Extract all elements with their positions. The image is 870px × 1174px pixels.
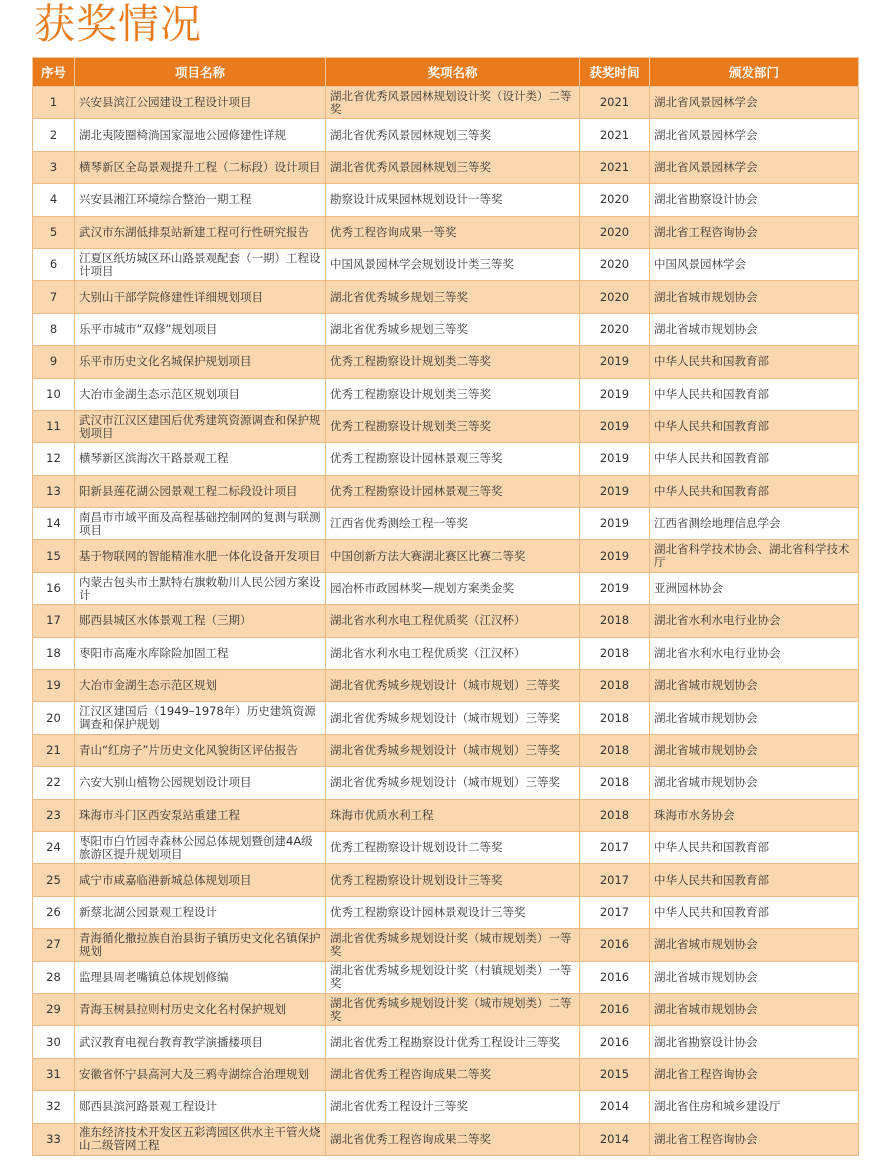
award-name-cell: 湖北省优秀城乡规划设计奖（村镇规划类）一等奖 [326,961,580,993]
row-index-cell: 28 [33,961,75,993]
row-index-cell: 1 [33,87,75,119]
table-row [33,313,859,345]
table-row [33,605,859,637]
project-name-cell: 新蔡北湖公园景观工程设计 [75,896,326,928]
table-row [33,670,859,702]
issuing-body-cell: 湖北省水利水电行业协会 [650,605,859,637]
issuing-body-cell: 中华人民共和国教育部 [650,896,859,928]
issuing-body-cell: 亚洲园林协会 [650,572,859,604]
award-year-cell: 2020 [580,248,650,280]
award-year-cell: 2014 [580,1123,650,1155]
project-name-cell: 基于物联网的智能精准水肥一体化设备开发项目 [75,540,326,572]
project-name-cell: 大冶市金湖生态示范区规划项目 [75,378,326,410]
project-name-cell: 江汉区建国后（1949–1978年）历史建筑资源调查和保护规划 [75,702,326,734]
table-header-row [33,58,859,87]
award-year-cell: 2020 [580,313,650,345]
award-name-cell: 湖北省水利水电工程优质奖（江汉杯） [326,605,580,637]
award-name-cell: 优秀工程勘察设计园林景观设计三等奖 [326,896,580,928]
row-index-cell: 10 [33,378,75,410]
project-name-cell: 青海循化撒拉族自治县街子镇历史文化名镇保护规划 [75,929,326,961]
page-title: 获奖情况 [34,0,202,48]
project-name-cell: 青山“红房子”片历史文化风貌街区评估报告 [75,734,326,766]
table-body [33,87,859,1156]
project-name-cell: 江夏区纸坊城区环山路景观配套（一期）工程设计项目 [75,248,326,280]
award-name-cell: 湖北省优秀工程咨询成果二等奖 [326,1058,580,1090]
award-name-cell: 湖北省优秀城乡规划三等奖 [326,313,580,345]
issuing-body-cell: 湖北省城市规划协会 [650,767,859,799]
table-row [33,929,859,961]
awards-table [32,57,859,1156]
issuing-body-cell: 湖北省城市规划协会 [650,961,859,993]
project-name-cell: 内蒙古包头市土默特右旗敕勒川人民公园方案设计 [75,572,326,604]
award-name-cell: 湖北省优秀工程咨询成果二等奖 [326,1123,580,1155]
row-index-cell: 17 [33,605,75,637]
table-row [33,151,859,183]
award-name-cell: 优秀工程勘察设计规划设计二等奖 [326,831,580,863]
project-name-cell: 乐平市城市“双修”规划项目 [75,313,326,345]
award-name-cell: 湖北省优秀城乡规划设计奖（城市规划类）一等奖 [326,929,580,961]
row-index-cell: 7 [33,281,75,313]
row-index-cell: 19 [33,670,75,702]
table-row [33,87,859,119]
project-name-cell: 大冶市金湖生态示范区规划 [75,670,326,702]
award-name-cell: 优秀工程咨询成果一等奖 [326,216,580,248]
issuing-body-cell: 湖北省工程咨询协会 [650,1058,859,1090]
row-index-cell: 30 [33,1026,75,1058]
award-name-cell: 中国创新方法大赛湖北赛区比赛二等奖 [326,540,580,572]
issuing-body-cell: 中华人民共和国教育部 [650,346,859,378]
table-row [33,799,859,831]
table-row [33,1091,859,1123]
row-index-cell: 12 [33,443,75,475]
award-name-cell: 优秀工程勘察设计园林景观三等奖 [326,443,580,475]
award-year-cell: 2021 [580,151,650,183]
issuing-body-cell: 湖北省城市规划协会 [650,313,859,345]
award-name-cell: 湖北省优秀风景园林规划三等奖 [326,151,580,183]
issuing-body-cell: 中华人民共和国教育部 [650,864,859,896]
award-year-cell: 2018 [580,605,650,637]
award-name-cell: 优秀工程勘察设计规划类三等奖 [326,378,580,410]
project-name-cell: 大别山干部学院修建性详细规划项目 [75,281,326,313]
row-index-cell: 22 [33,767,75,799]
award-year-cell: 2019 [580,443,650,475]
header-index: 序号 [33,58,75,87]
award-year-cell: 2020 [580,216,650,248]
row-index-cell: 6 [33,248,75,280]
award-name-cell: 湖北省优秀城乡规划设计（城市规划）三等奖 [326,702,580,734]
award-year-cell: 2015 [580,1058,650,1090]
project-name-cell: 枣阳市高庵水库除险加固工程 [75,637,326,669]
row-index-cell: 29 [33,993,75,1025]
row-index-cell: 2 [33,119,75,151]
issuing-body-cell: 中华人民共和国教育部 [650,410,859,442]
project-name-cell: 咸宁市咸嘉临港新城总体规划项目 [75,864,326,896]
table-row [33,248,859,280]
project-name-cell: 安徽省怀宁县高河大及三鸦寺湖综合治理规划 [75,1058,326,1090]
award-year-cell: 2017 [580,896,650,928]
issuing-body-cell: 湖北省城市规划协会 [650,670,859,702]
table-row [33,281,859,313]
table-row [33,508,859,540]
award-name-cell: 珠海市优质水利工程 [326,799,580,831]
award-year-cell: 2021 [580,87,650,119]
table-row [33,540,859,572]
award-name-cell: 优秀工程勘察设计规划类三等奖 [326,410,580,442]
table-row [33,896,859,928]
award-year-cell: 2014 [580,1091,650,1123]
award-year-cell: 2016 [580,993,650,1025]
award-year-cell: 2017 [580,864,650,896]
issuing-body-cell: 湖北省城市规划协会 [650,993,859,1025]
table-row [33,1058,859,1090]
award-name-cell: 湖北省优秀风景园林规划三等奖 [326,119,580,151]
issuing-body-cell: 湖北省水利水电行业协会 [650,637,859,669]
issuing-body-cell: 中华人民共和国教育部 [650,378,859,410]
table-row [33,378,859,410]
award-year-cell: 2018 [580,702,650,734]
table-row [33,864,859,896]
award-name-cell: 湖北省优秀城乡规划设计（城市规划）三等奖 [326,734,580,766]
issuing-body-cell: 湖北省住房和城乡建设厅 [650,1091,859,1123]
issuing-body-cell: 珠海市水务协会 [650,799,859,831]
project-name-cell: 郧西县城区水体景观工程（三期） [75,605,326,637]
row-index-cell: 11 [33,410,75,442]
table-row [33,734,859,766]
table-row [33,216,859,248]
award-year-cell: 2020 [580,281,650,313]
project-name-cell: 青海玉树县拉则村历史文化名村保护规划 [75,993,326,1025]
table-row [33,1026,859,1058]
row-index-cell: 4 [33,184,75,216]
award-year-cell: 2018 [580,637,650,669]
row-index-cell: 33 [33,1123,75,1155]
project-name-cell: 武汉市江汉区建国后优秀建筑资源调查和保护规划项目 [75,410,326,442]
award-name-cell: 优秀工程勘察设计园林景观三等奖 [326,475,580,507]
project-name-cell: 准东经济技术开发区五彩湾园区供水主干管火烧山二级管网工程 [75,1123,326,1155]
award-year-cell: 2019 [580,346,650,378]
award-year-cell: 2018 [580,767,650,799]
row-index-cell: 5 [33,216,75,248]
award-year-cell: 2017 [580,831,650,863]
row-index-cell: 20 [33,702,75,734]
award-year-cell: 2016 [580,961,650,993]
issuing-body-cell: 湖北省工程咨询协会 [650,216,859,248]
table-row [33,572,859,604]
project-name-cell: 郧西县滨河路景观工程设计 [75,1091,326,1123]
table-row [33,475,859,507]
award-year-cell: 2019 [580,572,650,604]
row-index-cell: 26 [33,896,75,928]
project-name-cell: 六安大别山植物公园规划设计项目 [75,767,326,799]
issuing-body-cell: 湖北省风景园林学会 [650,87,859,119]
header-award-name: 奖项名称 [326,58,580,87]
table-row [33,637,859,669]
award-year-cell: 2018 [580,799,650,831]
project-name-cell: 监理县周老嘴镇总体规划修编 [75,961,326,993]
award-year-cell: 2019 [580,475,650,507]
table-row [33,831,859,863]
row-index-cell: 18 [33,637,75,669]
header-award-year: 获奖时间 [580,58,650,87]
row-index-cell: 16 [33,572,75,604]
issuing-body-cell: 中华人民共和国教育部 [650,443,859,475]
project-name-cell: 横琴新区滨海次干路景观工程 [75,443,326,475]
award-year-cell: 2021 [580,119,650,151]
table-row [33,346,859,378]
table-row [33,1123,859,1155]
issuing-body-cell: 湖北省城市规划协会 [650,929,859,961]
project-name-cell: 武汉市东湖低排泵站新建工程可行性研究报告 [75,216,326,248]
award-year-cell: 2016 [580,929,650,961]
issuing-body-cell: 中华人民共和国教育部 [650,831,859,863]
issuing-body-cell: 湖北省科学技术协会、湖北省科学技术厅 [650,540,859,572]
table-row [33,184,859,216]
row-index-cell: 24 [33,831,75,863]
row-index-cell: 32 [33,1091,75,1123]
table-row [33,119,859,151]
award-year-cell: 2019 [580,378,650,410]
row-index-cell: 27 [33,929,75,961]
award-name-cell: 湖北省水利水电工程优质奖（江汉杯） [326,637,580,669]
row-index-cell: 14 [33,508,75,540]
award-name-cell: 湖北省优秀工程勘察设计优秀工程设计三等奖 [326,1026,580,1058]
award-name-cell: 优秀工程勘察设计规划类二等奖 [326,346,580,378]
award-name-cell: 中国风景园林学会规划设计类三等奖 [326,248,580,280]
project-name-cell: 枣阳市白竹园寺森林公园总体规划暨创建4A级旅游区提升规划项目 [75,831,326,863]
award-name-cell: 湖北省优秀城乡规划设计（城市规划）三等奖 [326,670,580,702]
award-year-cell: 2016 [580,1026,650,1058]
table-row [33,767,859,799]
row-index-cell: 31 [33,1058,75,1090]
row-index-cell: 21 [33,734,75,766]
row-index-cell: 15 [33,540,75,572]
row-index-cell: 3 [33,151,75,183]
issuing-body-cell: 湖北省城市规划协会 [650,281,859,313]
award-name-cell: 园冶杯市政园林奖—规划方案类金奖 [326,572,580,604]
award-name-cell: 勘察设计成果园林规划设计一等奖 [326,184,580,216]
award-year-cell: 2020 [580,184,650,216]
table-row [33,993,859,1025]
issuing-body-cell: 湖北省城市规划协会 [650,702,859,734]
row-index-cell: 13 [33,475,75,507]
award-year-cell: 2019 [580,410,650,442]
award-year-cell: 2018 [580,670,650,702]
table-row [33,961,859,993]
row-index-cell: 8 [33,313,75,345]
award-year-cell: 2019 [580,540,650,572]
project-name-cell: 珠海市斗门区西安泵站重建工程 [75,799,326,831]
issuing-body-cell: 江西省测绘地理信息学会 [650,508,859,540]
issuing-body-cell: 湖北省勘察设计协会 [650,184,859,216]
table-row [33,702,859,734]
row-index-cell: 25 [33,864,75,896]
issuing-body-cell: 湖北省城市规划协会 [650,734,859,766]
project-name-cell: 兴安县湘江环境综合整治一期工程 [75,184,326,216]
award-name-cell: 湖北省优秀工程设计三等奖 [326,1091,580,1123]
project-name-cell: 武汉教育电视台教育教学演播楼项目 [75,1026,326,1058]
award-year-cell: 2018 [580,734,650,766]
issuing-body-cell: 湖北省勘察设计协会 [650,1026,859,1058]
issuing-body-cell: 湖北省工程咨询协会 [650,1123,859,1155]
project-name-cell: 南昌市市域平面及高程基础控制网的复测与联测项目 [75,508,326,540]
header-project-name: 项目名称 [75,58,326,87]
award-name-cell: 江西省优秀测绘工程一等奖 [326,508,580,540]
table-row [33,410,859,442]
project-name-cell: 兴安县滨江公园建设工程设计项目 [75,87,326,119]
award-name-cell: 湖北省优秀风景园林规划设计奖（设计类）二等奖 [326,87,580,119]
project-name-cell: 湖北夷陵圈椅淌国家湿地公园修建性详规 [75,119,326,151]
award-name-cell: 优秀工程勘察设计规划设计三等奖 [326,864,580,896]
header-issuing-body: 颁发部门 [650,58,859,87]
row-index-cell: 9 [33,346,75,378]
award-name-cell: 湖北省优秀城乡规划三等奖 [326,281,580,313]
award-year-cell: 2019 [580,508,650,540]
issuing-body-cell: 湖北省风景园林学会 [650,151,859,183]
issuing-body-cell: 湖北省风景园林学会 [650,119,859,151]
project-name-cell: 乐平市历史文化名城保护规划项目 [75,346,326,378]
project-name-cell: 阳新县莲花湖公园景观工程二标段设计项目 [75,475,326,507]
issuing-body-cell: 中国风景园林学会 [650,248,859,280]
table-row [33,443,859,475]
issuing-body-cell: 中华人民共和国教育部 [650,475,859,507]
award-name-cell: 湖北省优秀城乡规划设计（城市规划）三等奖 [326,767,580,799]
row-index-cell: 23 [33,799,75,831]
project-name-cell: 横琴新区全岛景观提升工程（二标段）设计项目 [75,151,326,183]
award-name-cell: 湖北省优秀城乡规划设计奖（城市规划类）二等奖 [326,993,580,1025]
